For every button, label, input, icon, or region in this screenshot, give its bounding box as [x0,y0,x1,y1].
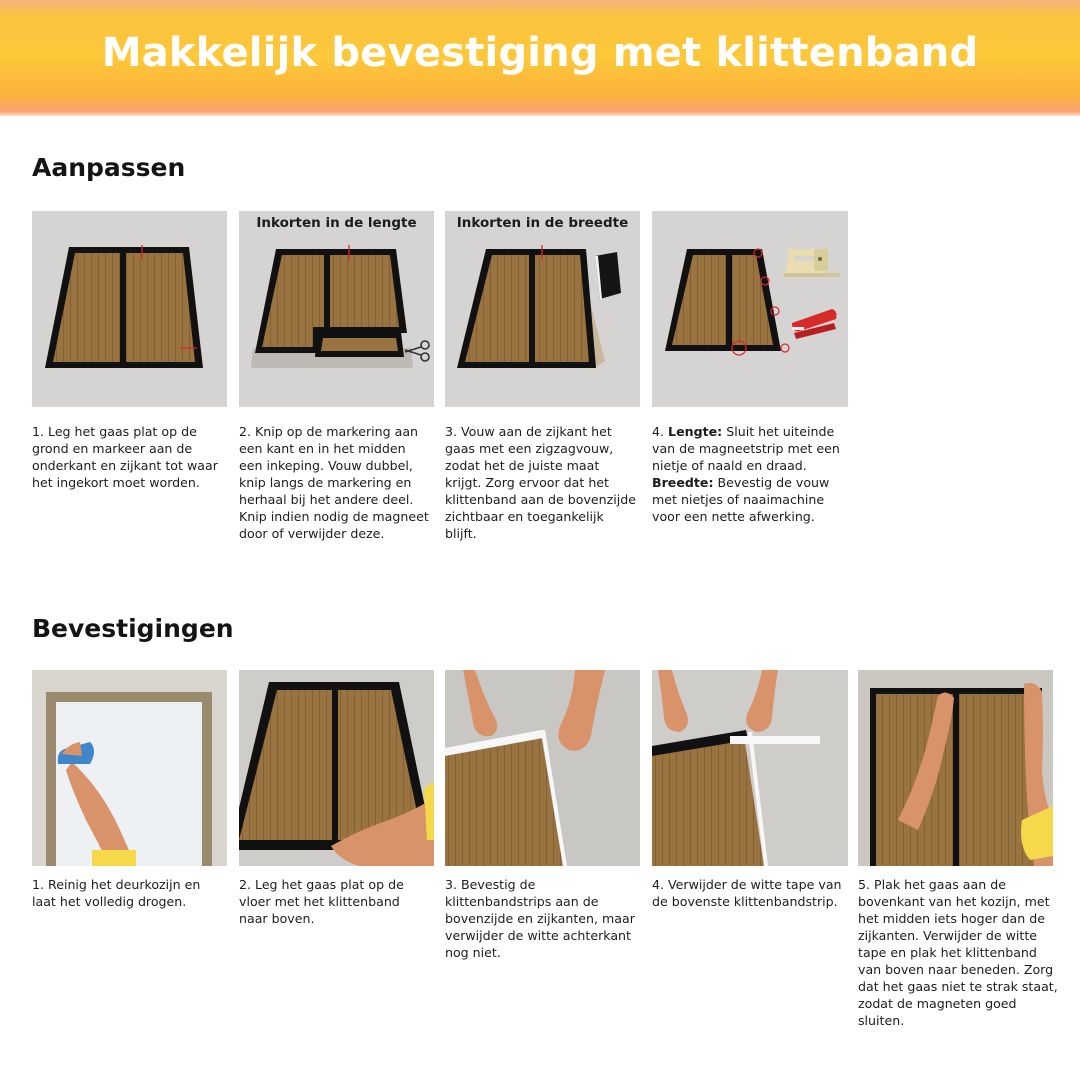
hang-screen-photo [858,670,1053,866]
panel-label-breedte: Inkorten in de breedte [456,215,629,231]
aanpassen-image-4 [652,211,848,407]
caption-4-breedte-label: Breedte: [652,475,714,490]
panel-label-lengte: Inkorten in de lengte [256,215,417,231]
caption-4-breedte-text: Bevestig de vouw met nietjes of naaimachine voor een nette afwerking. [652,475,830,524]
screen-flat-floor-photo [239,670,434,866]
section-title-bevestigingen: Bevestigingen [32,614,234,643]
bevestigingen-caption-1: 1. Reinig het deurkozijn en laat het volledig drogen. [32,877,201,909]
aanpassen-caption-3: 3. Vouw aan de zijkant het gaas met een zigzagvouw, zodat het de juiste maat krijgt. Zorg ervoor dat het klittenband aan de bovenzijde zichtbaar en toegankelijk blijft. [445,424,636,541]
caption-4-lengte-text: Sluit het uiteinde van de magneetstrip met een nietje of naald en draad. [652,424,840,473]
aanpassen-caption-4 [652,423,842,525]
aanpassen-image-1 [32,211,227,407]
attach-velcro-photo [445,670,640,866]
caption-4-prefix: 4. [652,424,665,439]
aanpassen-image-3 [445,211,640,407]
bevestigingen-caption-5: 5. Plak het gaas aan de bovenkant van het kozijn, met het midden iets hoger dan de zijkanten. Verwijder de witte tape en plak het klittenband van boven naar beneden. Zorg dat het gaas niet te strak staat, zodat de magneten goed sluiten. [858,877,1058,1028]
bevestigingen-image-3 [445,670,640,866]
remove-tape-photo [652,670,848,866]
screen-fold-width-illustration [445,211,640,407]
page-title: Makkelijk bevestiging met klittenband [101,30,979,76]
aanpassen-caption-2: 2. Knip op de markering aan een kant en in het midden een inkeping. Vouw dubbel, knip langs de markering en herhaal bij het andere deel. Knip indien nodig de magneet door of verwijder deze. [239,424,429,541]
clean-door-frame-photo [32,670,227,866]
bevestigingen-image-5 [858,670,1053,866]
bevestigingen-caption-3: 3. Bevestig de klittenbandstrips aan de bovenzijde en zijkanten, maar verwijder de witte achterkant nog niet. [445,877,635,960]
bevestigingen-caption-2: 2. Leg het gaas plat op de vloer met het klittenband naar boven. [239,877,404,926]
aanpassen-image-2 [239,211,434,407]
aanpassen-caption-1: 1. Leg het gaas plat op de grond en markeer aan de onderkant en zijkant tot waar het ingekort moet worden. [32,424,218,490]
caption-4-lengte-label: Lengte: [668,424,723,439]
screen-finish-illustration [652,211,848,407]
header-banner [0,0,1080,116]
bevestigingen-caption-4: 4. Verwijder de witte tape van de bovenste klittenbandstrip. [652,877,842,909]
screen-mark-flat-illustration [32,211,227,407]
section-title-aanpassen: Aanpassen [32,153,186,182]
screen-cut-length-illustration [239,211,434,407]
bevestigingen-image-4 [652,670,848,866]
bevestigingen-image-1 [32,670,227,866]
bevestigingen-image-2 [239,670,434,866]
